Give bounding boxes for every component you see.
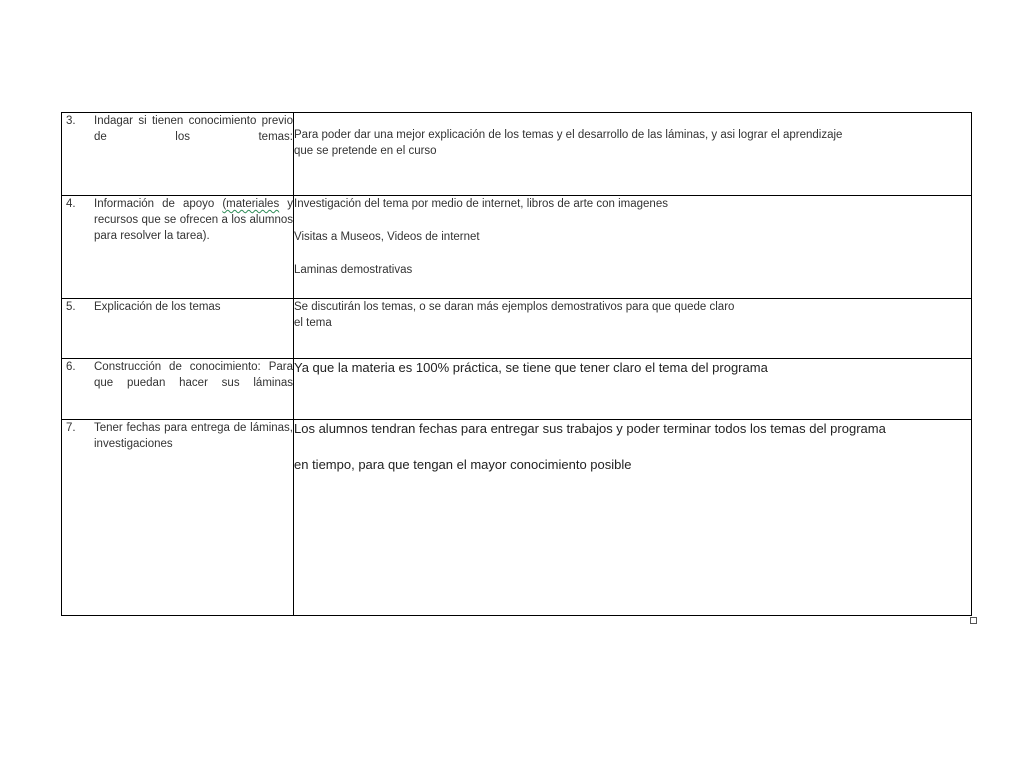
row-content-cell xyxy=(294,299,972,359)
table-row xyxy=(62,359,972,420)
row-content-cell xyxy=(294,196,972,299)
item-number: 6. xyxy=(66,361,76,373)
content-line: el tema xyxy=(294,317,332,329)
table-row xyxy=(62,113,972,196)
item-label: Indagar si tienen conocimiento previo de los temas: xyxy=(94,115,293,143)
row-content-cell xyxy=(294,359,972,420)
item-label: Construcción de conocimiento: Para que puedan hacer sus láminas xyxy=(94,361,293,389)
row-content-cell xyxy=(294,420,972,616)
table-row xyxy=(62,196,972,299)
content-line: en tiempo, para que tengan el mayor conocimiento posible xyxy=(294,457,632,472)
document-table xyxy=(61,112,972,616)
row-content-cell xyxy=(294,113,972,196)
item-number: 7. xyxy=(66,422,76,434)
row-label-cell xyxy=(62,196,294,299)
content-line: Los alumnos tendran fechas para entregar sus trabajos y poder terminar todos los temas del programa xyxy=(294,421,886,436)
table-end-marker-icon xyxy=(970,617,977,624)
row-label-cell xyxy=(62,113,294,196)
content-line: que se pretende en el curso xyxy=(294,145,437,157)
content-line: Se discutirán los temas, o se daran más ejemplos demostrativos para que quede claro xyxy=(294,301,735,313)
item-label: Información de apoyo (materiales y recursos que se ofrecen a los alumnos para resolver la tarea). xyxy=(94,198,293,242)
item-number: 3. xyxy=(66,115,76,127)
spellcheck-word: (materiales xyxy=(222,198,280,210)
item-label: Explicación de los temas xyxy=(94,301,221,313)
row-label-cell xyxy=(62,359,294,420)
content-line: Investigación del tema por medio de internet, libros de arte con imagenes xyxy=(294,198,668,210)
item-number: 4. xyxy=(66,198,76,210)
row-label-cell xyxy=(62,299,294,359)
table-row xyxy=(62,299,972,359)
item-number: 5. xyxy=(66,301,76,313)
table-row xyxy=(62,420,972,616)
content-line: Ya que la materia es 100% práctica, se tiene que tener claro el tema del programa xyxy=(294,360,768,375)
item-label: Tener fechas para entrega de láminas, investigaciones xyxy=(94,422,293,450)
content-line: Visitas a Museos, Videos de internet xyxy=(294,231,480,243)
content-line: Para poder dar una mejor explicación de los temas y el desarrollo de las láminas, y asi lograr el aprendizaje xyxy=(294,129,843,141)
content-line: Laminas demostrativas xyxy=(294,264,413,276)
row-label-cell xyxy=(62,420,294,616)
